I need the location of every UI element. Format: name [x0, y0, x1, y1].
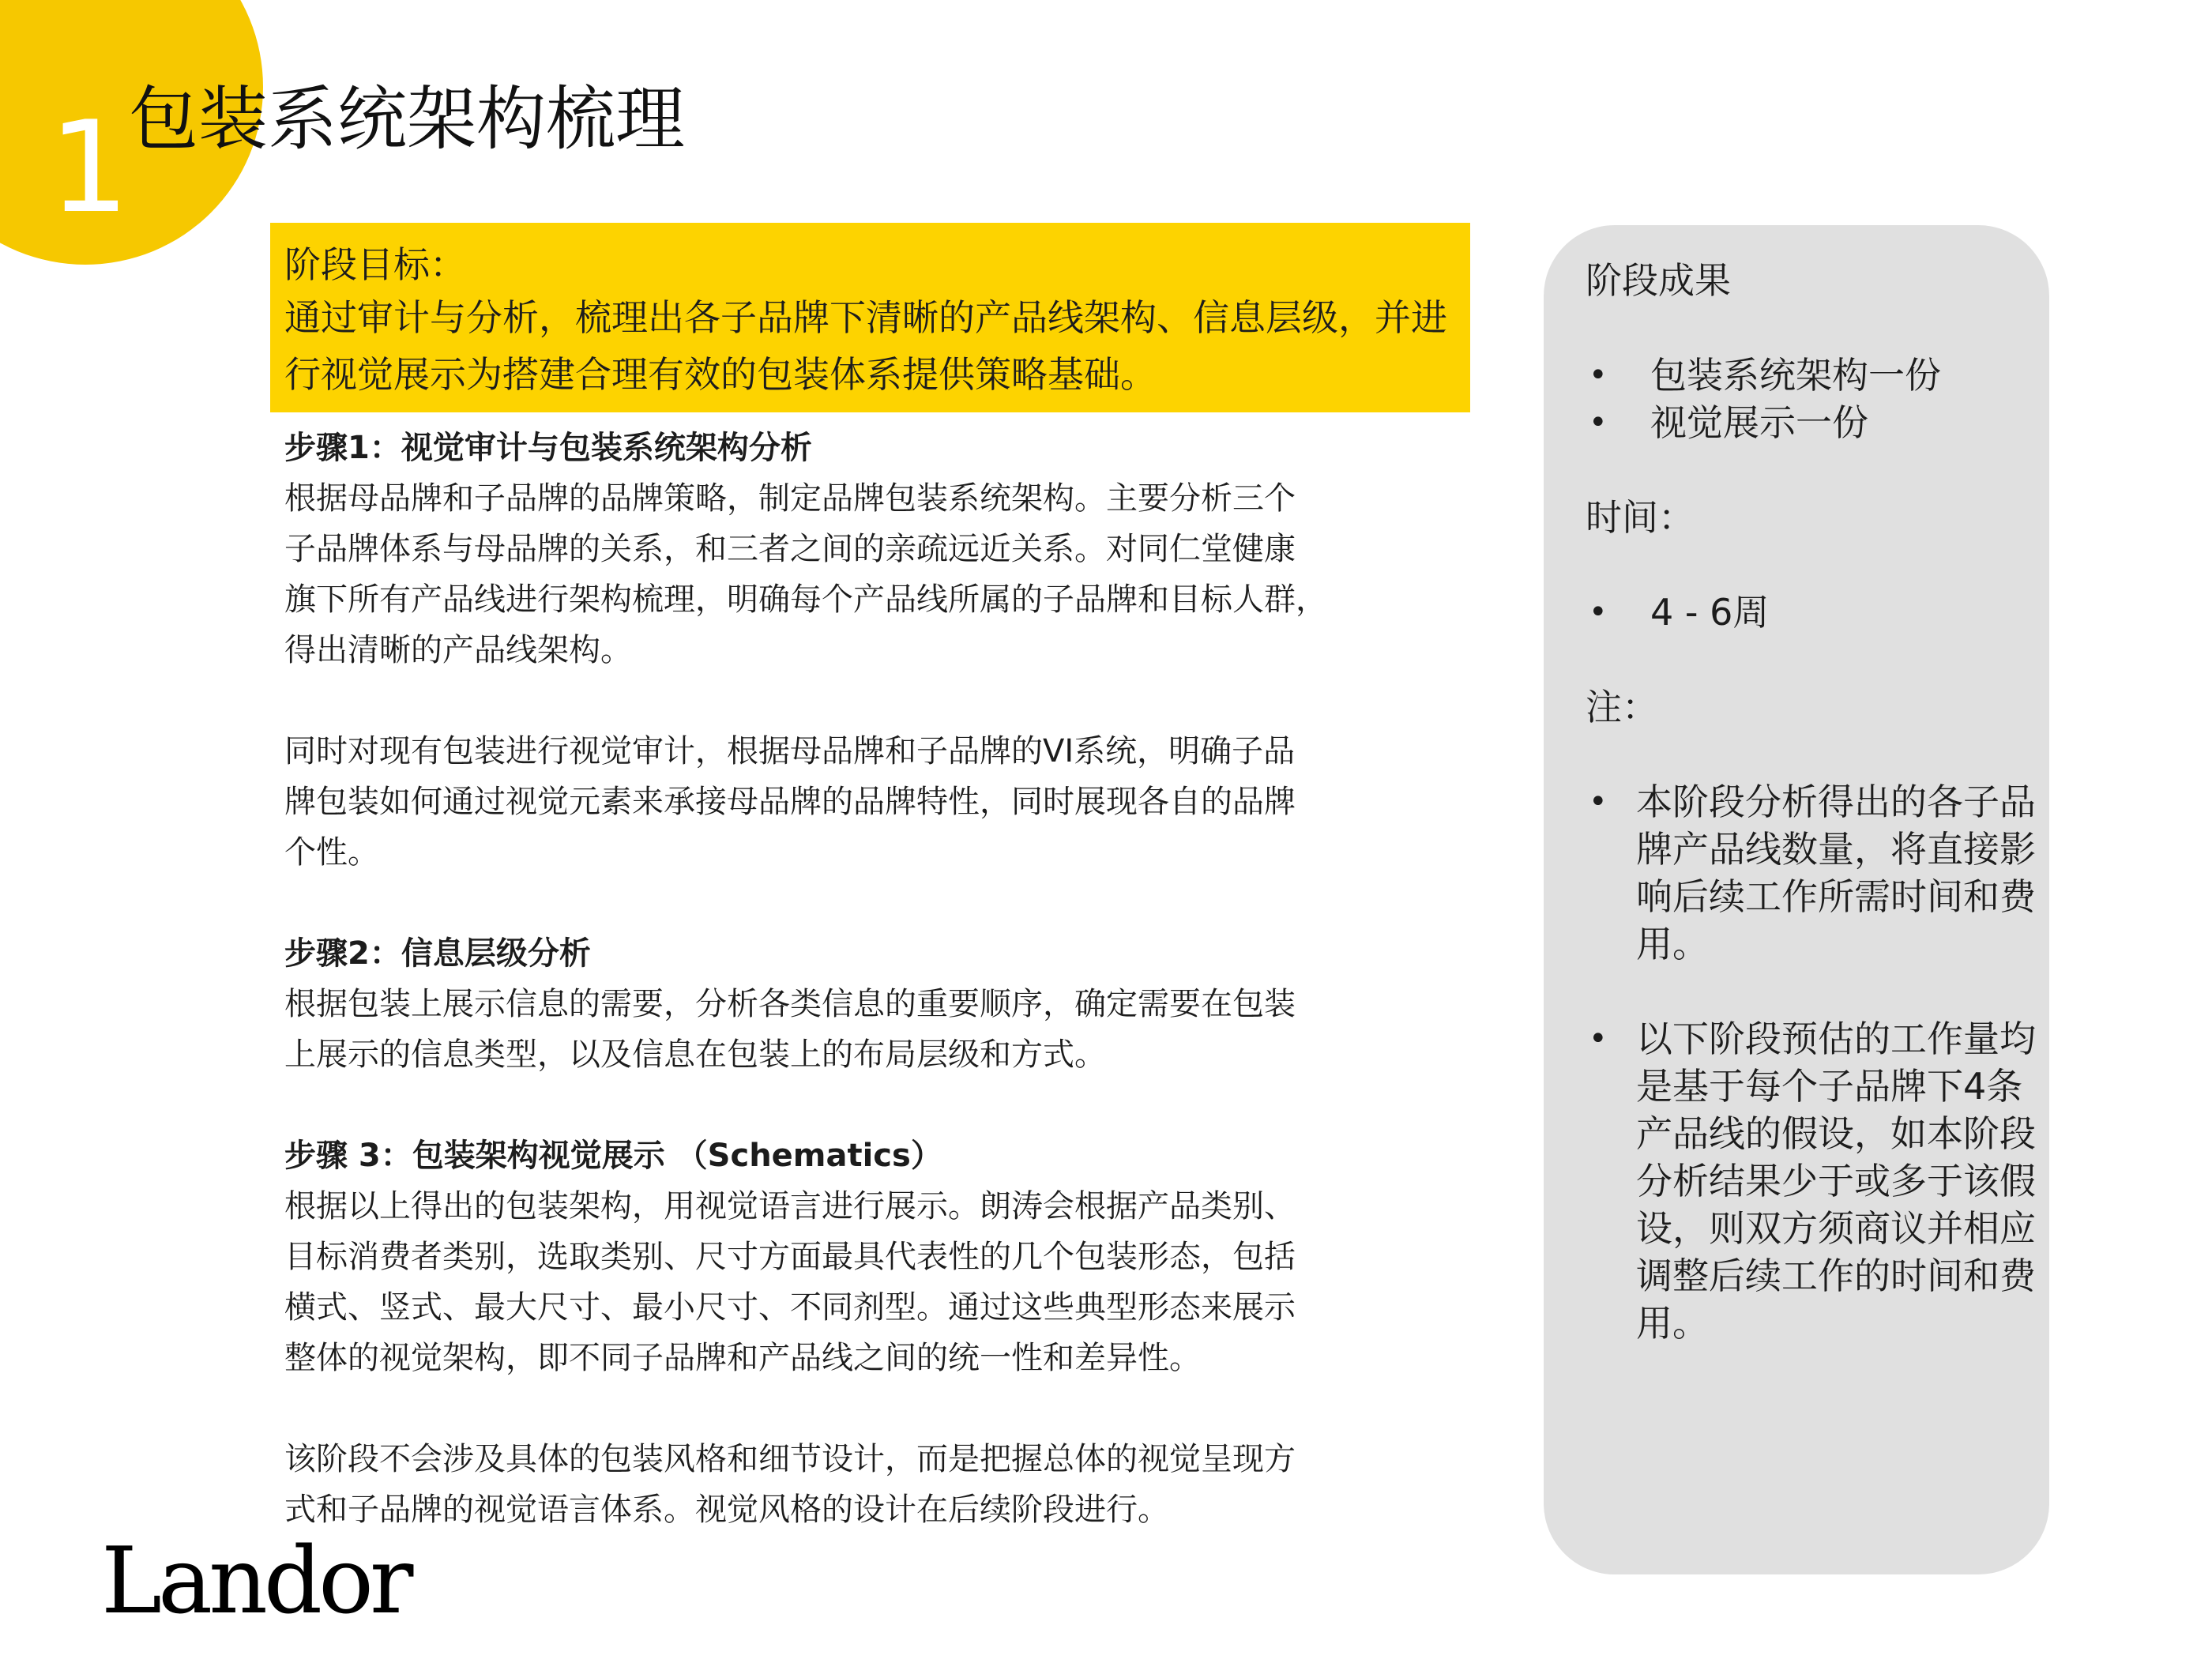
stage-goal-label: 阶段目标：: [284, 243, 466, 286]
section-number: 1: [49, 93, 130, 241]
results-list: [1586, 352, 2018, 446]
bullet-icon: •: [1589, 1021, 1608, 1057]
steps-section: [284, 423, 1430, 1535]
time-item-label: 4 - 6周: [1650, 591, 1770, 634]
list-item: [1586, 399, 2018, 446]
bullet-icon: •: [1589, 404, 1608, 441]
step-3-title: 步骤 3：包装架构视觉展示 （Schematics）: [284, 1138, 942, 1174]
stage-goal-text: 通过审计与分析，梳理出各子品牌下清晰的产品线架构、信息层级，并进行视觉展示为搭建合理有效的包装体系提供策略基础。: [284, 296, 1447, 396]
bullet-icon: •: [1589, 594, 1608, 630]
step-3-paragraph-2: 该阶段不会涉及具体的包装风格和细节设计，而是把握总体的视觉呈现方 式和子品牌的视觉语言体系。视觉风格的设计在后续阶段进行。: [284, 1441, 1296, 1528]
notes-list: [1586, 778, 2036, 1347]
step-1-paragraph-1: 根据母品牌和子品牌的品牌策略，制定品牌包装系统架构。主要分析三个 子品牌体系与母品牌的关系，和三者之间的亲疏远近关系。对同仁堂健康 旗下所有产品线进行架构梳理，明确每个产品线所属的子品牌和目标人群， 得出清晰的产品线架构。: [284, 480, 1327, 668]
step-1-paragraph-2: 同时对现有包装进行视觉审计，根据母品牌和子品牌的VI系统，明确子品 牌包装如何通过视觉元素来承接母品牌的品牌特性，同时展现各自的品牌 个性。: [284, 733, 1296, 871]
note-item-text: 本阶段分析得出的各子品牌产品线数量，将直接影响后续工作所需时间和费用。: [1636, 781, 2036, 965]
result-item-label: 包装系统架构一份: [1650, 354, 1941, 397]
result-item-label: 视觉展示一份: [1650, 401, 1868, 444]
list-item: [1586, 352, 2018, 399]
note-item-text: 以下阶段预估的工作量均是基于每个子品牌下4条产品线的假设，如本阶段分析结果少于或多于该假设，则双方须商议并相应调整后续工作的时间和费用。: [1636, 1018, 2036, 1345]
stage-goal-box: [270, 223, 1470, 412]
landor-logo: Landor: [101, 1528, 410, 1635]
step-2-paragraph-1: 根据包装上展示信息的需要，分析各类信息的重要顺序，确定需要在包装 上展示的信息类型，以及信息在包装上的布局层级和方式。: [284, 986, 1296, 1073]
list-item: [1586, 1015, 2047, 1347]
list-item: [1586, 589, 2018, 636]
step-2-title: 步骤2：信息层级分析: [284, 935, 591, 972]
bullet-icon: •: [1589, 357, 1608, 393]
step-1-title: 步骤1：视觉审计与包装系统架构分析: [284, 430, 812, 466]
bullet-icon: •: [1589, 784, 1608, 820]
time-title: 时间：: [1586, 496, 1695, 539]
step-3-paragraph-1: 根据以上得出的包装架构，用视觉语言进行展示。朗涛会根据产品类别、 目标消费者类别，选取类别、尺寸方面最具代表性的几个包装形态，包括 横式、竖式、最大尺寸、最小尺寸、不同剂型。通过这些典型形态来展示 整体的视觉架构，即不同子品牌和产品线之间的统一性和差异性。: [284, 1188, 1296, 1376]
time-list: [1586, 589, 2018, 636]
page-title: 包装系统架构梳理: [129, 78, 686, 160]
note-title: 注：: [1586, 686, 1658, 728]
stage-results-sidebar: [1544, 225, 2049, 1574]
list-item: [1586, 778, 2047, 968]
results-title: 阶段成果: [1586, 259, 1731, 302]
